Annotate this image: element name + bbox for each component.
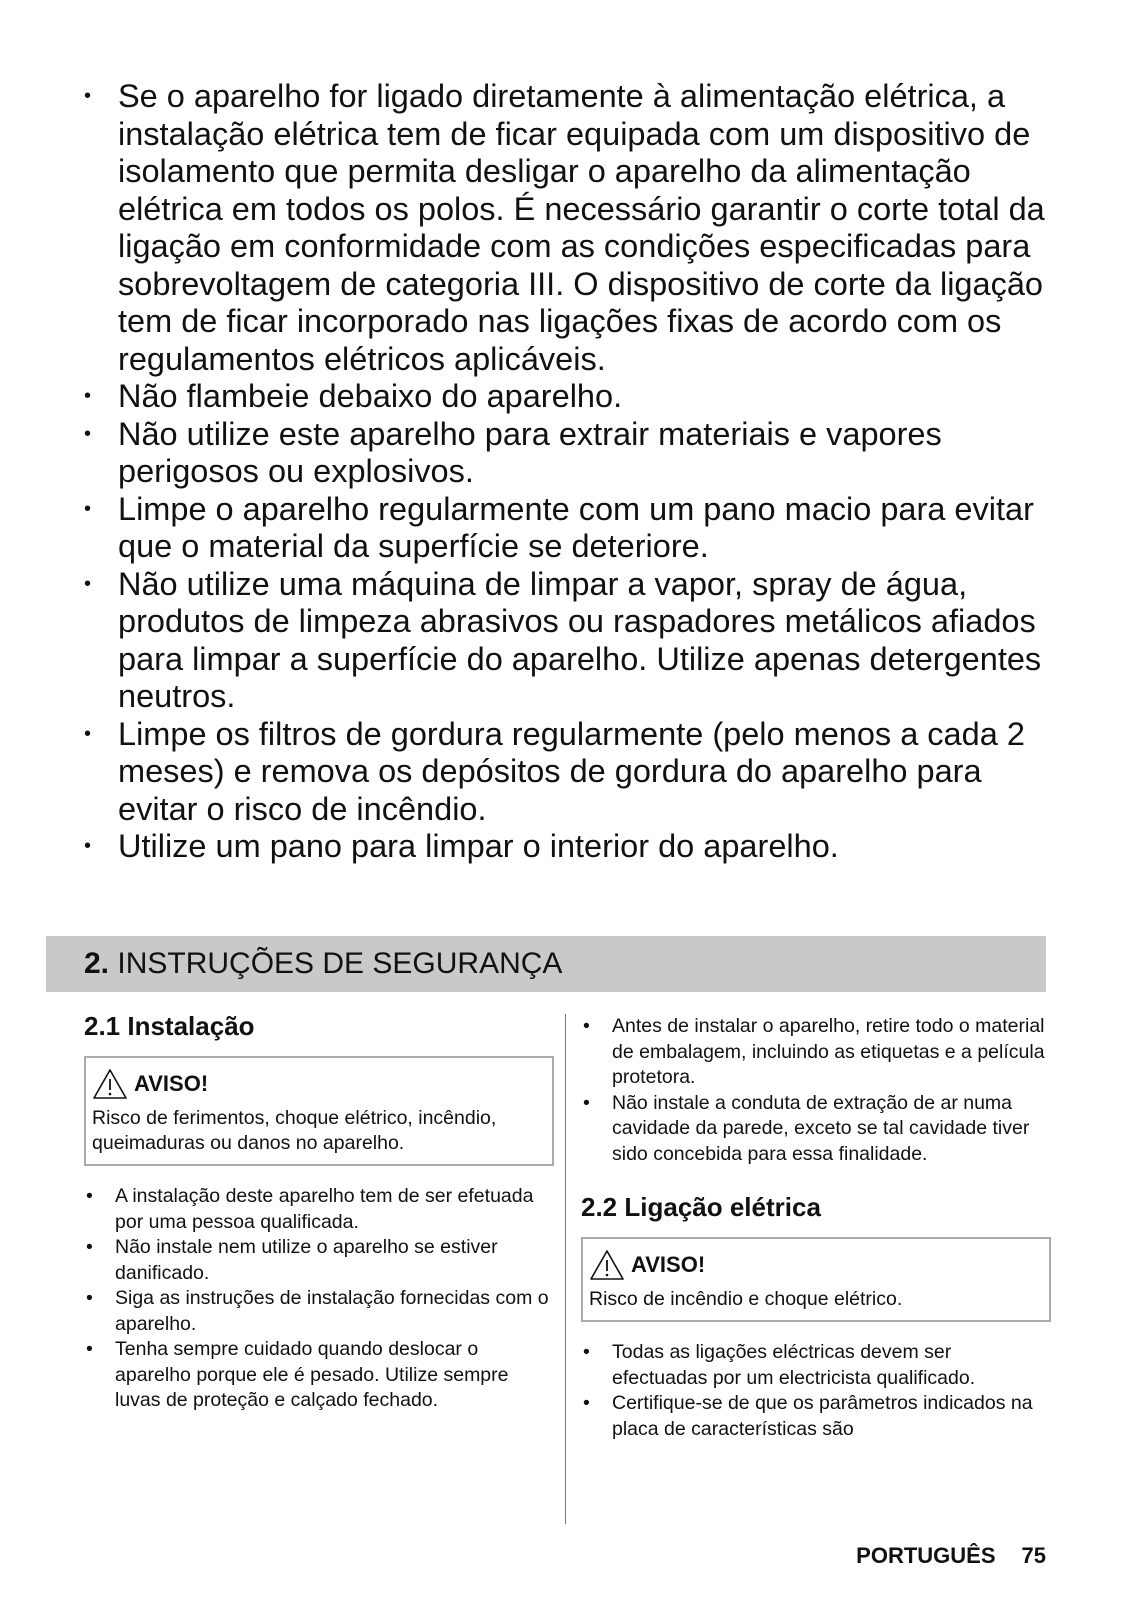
installation-heading: 2.1 Instalação [84,1011,255,1041]
warning-header [92,1066,546,1102]
list-item: • Limpe o aparelho regularmente com um pano macio para evitar que o material da superfície se deteriore. [82,491,1052,566]
warning-text: Risco de ferimentos, choque elétrico, incêndio, queimaduras ou danos no aparelho. [92,1107,497,1154]
warning-header [589,1247,1043,1283]
warning-title: AVISO! [631,1252,706,1277]
warning-title: AVISO! [134,1071,209,1096]
installation-continued-list [581,1014,1051,1167]
list-item: • Utilize um pano para limpar o interior do aparelho. [82,828,1052,866]
installation-bullet-list [84,1184,554,1414]
section-number: 2. [84,947,110,980]
left-column [84,1010,554,1414]
warning-text: Risco de incêndio e choque elétrico. [589,1288,903,1310]
list-item: • Todas as ligações eléctricas devem ser efectuadas por um electricista qualificado. [581,1340,1051,1391]
installation-warning-box [84,1056,554,1166]
list-item: • Limpe os filtros de gordura regularmente (pelo menos a cada 2 meses) e remova os depósitos de gordura do aparelho para evitar o risco de incêndio. [82,716,1052,829]
list-item: • A instalação deste aparelho tem de ser efetuada por uma pessoa qualificada. [84,1184,554,1235]
section-title-text: INSTRUÇÕES DE SEGURANÇA [117,947,563,980]
list-item: • Se o aparelho for ligado diretamente à alimentação elétrica, a instalação elétrica tem de ficar equipada com um dispositivo de isolamento que permita desligar o aparelho da alimentação elétrica em todos os polos. É necessário garantir o corte total da ligação em conformidade com as condições especificadas para sobrevoltagem de categoria III. O dispositivo de corte da ligação tem de ficar incorporado nas ligações fixas de acordo com os regulamentos elétricos aplicáveis. [82,78,1052,378]
warning-triangle-icon [589,1249,625,1281]
section-title [84,946,562,982]
footer-language: PORTUGUÊS [856,1543,996,1568]
electrical-bullet-list [581,1340,1051,1442]
list-item: • Antes de instalar o aparelho, retire todo o material de embalagem, incluindo as etiquetas e a película protetora. [581,1014,1051,1091]
list-item: • Tenha sempre cuidado quando deslocar o aparelho porque ele é pesado. Utilize sempre luvas de proteção e calçado fechado. [84,1337,554,1414]
warning-triangle-icon [92,1068,128,1100]
electrical-warning-box [581,1237,1051,1322]
list-item: • Não utilize este aparelho para extrair materiais e vapores perigosos ou explosivos. [82,416,1052,491]
list-item: • Siga as instruções de instalação fornecidas com o aparelho. [84,1286,554,1337]
intro-bullet-list [82,78,1052,866]
page-footer [856,1542,1046,1570]
list-item: • Certifique-se de que os parâmetros indicados na placa de características são [581,1391,1051,1442]
list-item: • Não flambeie debaixo do aparelho. [82,378,1052,416]
section-header-band [46,936,1046,992]
column-divider [565,1014,566,1524]
electrical-heading: 2.2 Ligação elétrica [581,1192,821,1222]
page-number: 75 [1021,1543,1046,1568]
list-item: • Não utilize uma máquina de limpar a vapor, spray de água, produtos de limpeza abrasivos ou raspadores metálicos afiados para limpar a superfície do aparelho. Utilize apenas detergentes neutros. [82,566,1052,716]
list-item: • Não instale a conduta de extração de ar numa cavidade da parede, exceto se tal cavidade tiver sido concebida para essa finalidade. [581,1091,1051,1168]
right-column [581,1014,1051,1442]
list-item: • Não instale nem utilize o aparelho se estiver danificado. [84,1235,554,1286]
